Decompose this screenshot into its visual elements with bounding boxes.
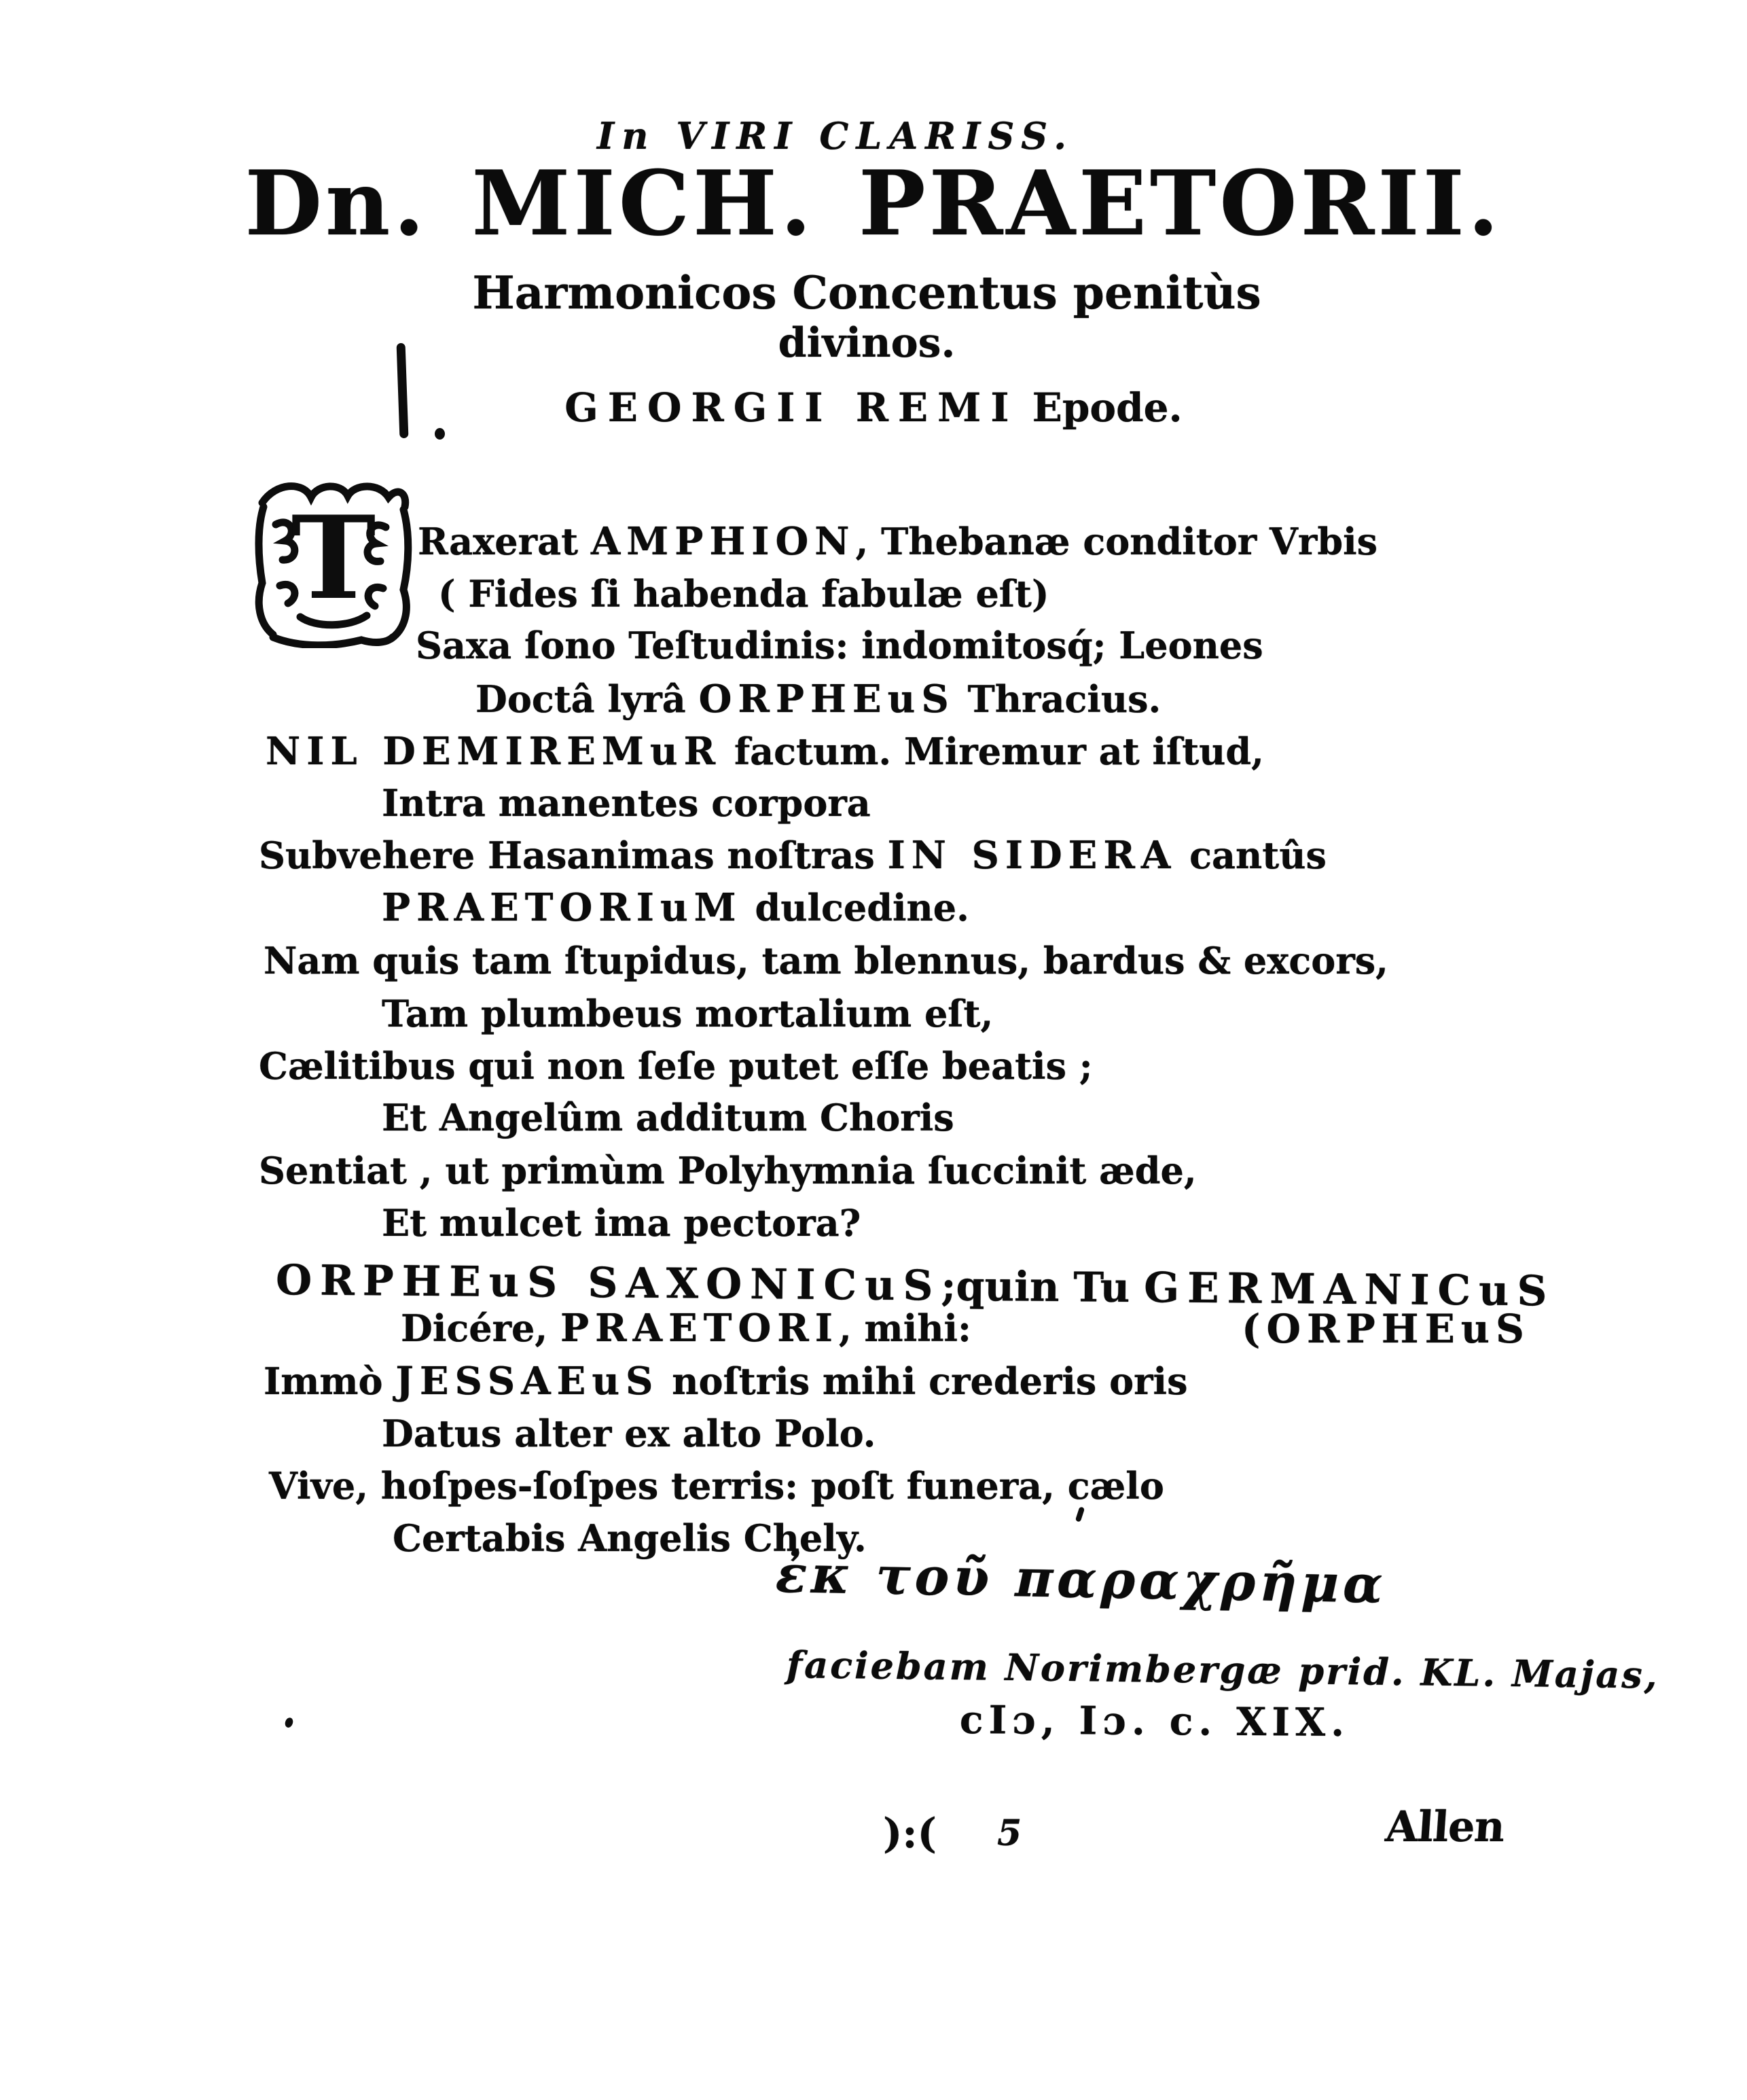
subtitle-line-2: divinos.: [778, 319, 956, 367]
ink-speck: [1075, 1506, 1085, 1522]
ink-speck: [284, 1717, 294, 1729]
roman-numeral-date: cIɔ, Iɔ. c. XIX.: [959, 1696, 1350, 1746]
drop-cap-letter: T: [291, 491, 376, 625]
author-name: GEORGII REMI: [564, 385, 1019, 431]
text-segment: Immò: [264, 1359, 396, 1403]
caps-segment: ORPHEuS SAXONICuS: [275, 1256, 941, 1311]
text-segment: noſtris mihi crederis oris: [659, 1359, 1188, 1403]
ornamental-initial-icon: [253, 477, 414, 648]
poem-line-15: [275, 1256, 1555, 1316]
greek-motto: ἐκ τοῦ παραχρῆμα: [775, 1544, 1388, 1615]
text-segment: Dicére,: [401, 1306, 560, 1350]
text-segment: ( Fides ſi habenda fabulæ eſt): [438, 572, 1049, 616]
text-segment: Certabis Angelis Chely.: [393, 1516, 867, 1560]
text-segment: , Thebanæ conditor Vrbis: [855, 520, 1377, 563]
text-segment: Thracius.: [954, 677, 1161, 721]
poem-line-8: [382, 885, 969, 930]
text-segment: , mihi:: [838, 1306, 971, 1350]
text-segment: Et Angelûm additum Choris: [382, 1096, 954, 1139]
poem-line-18: [382, 1412, 876, 1455]
caps-segment: PRAETORI: [560, 1306, 839, 1351]
page-title: Dn. MICH. PRAETORII.: [245, 151, 1502, 255]
poem-line-11: [259, 1044, 1093, 1088]
poem-line-9: [264, 939, 1388, 982]
caps-segment: ORPHEuS: [698, 677, 955, 722]
text-segment: Doctâ lyrâ: [475, 677, 699, 721]
poem-line-16: [401, 1306, 971, 1351]
poem-line-2: [438, 572, 1049, 616]
caps-segment: IN SIDERA: [887, 833, 1177, 878]
text-segment: Subvehere Hasanimas noſtras: [259, 834, 888, 877]
poem-line-19: [269, 1464, 1164, 1508]
caps-segment: AMPHION: [590, 519, 856, 564]
text-segment: Tam plumbeus mortalium eſt,: [382, 992, 994, 1035]
poem-line-3: [416, 624, 1263, 667]
caps-segment: NIL DEMIREMuR: [266, 729, 722, 774]
caps-segment: PRAETORIuM: [382, 885, 742, 930]
poem-line-6: [382, 781, 871, 825]
text-segment: Nam quis tam ſtupidus, tam blennus, bardus & excors,: [264, 939, 1388, 982]
text-segment: Vive, hoſpes-ſoſpes terris: poſt funera, cælo: [269, 1464, 1164, 1508]
poem-line-5: [266, 729, 1264, 774]
poem-turnover-aside: (ORPHEuS: [1242, 1306, 1530, 1352]
text-segment: Et mulcet ima pectora?: [382, 1201, 861, 1245]
text-segment: Raxerat: [418, 520, 591, 563]
poem-line-10: [382, 992, 994, 1035]
text-segment: ;quin Tu: [941, 1262, 1145, 1313]
text-segment: Saxa ſono Teſtudinis: indomitosq́; Leones: [416, 624, 1263, 667]
text-segment: Datus alter ex alto Polo.: [382, 1412, 876, 1455]
catchword: Allen: [1384, 1802, 1507, 1851]
byline-genre: Epode.: [1018, 385, 1183, 431]
text-segment: Sentiat , ut primùm Polyhymnia ſuccinit æde,: [259, 1149, 1197, 1192]
colophon-line: faciebam Norimbergæ prid. KL. Majas,: [786, 1643, 1659, 1697]
subtitle-line-1: Harmonicos Concentus penitùs: [472, 266, 1261, 319]
poem-line-17: [264, 1359, 1188, 1404]
poem-line-4: [475, 677, 1161, 722]
caps-segment: JESSAEuS: [395, 1359, 660, 1404]
poem-line-7: [259, 833, 1327, 878]
signature-number: 5: [997, 1813, 1022, 1854]
text-segment: Intra manentes corpora: [382, 781, 871, 825]
poem-line-14: [382, 1201, 861, 1245]
text-segment: factum. Miremur at iſtud,: [721, 730, 1264, 773]
poem-line-12: [382, 1096, 954, 1139]
caps-segment: GERMANICuS: [1143, 1264, 1555, 1316]
dedication-kicker: In VIRI CLARISS.: [596, 114, 1075, 158]
poem-line-13: [259, 1149, 1197, 1192]
poem-line-1: [418, 519, 1377, 564]
ink-speck: [435, 428, 445, 440]
signature-mark: ):(: [883, 1810, 937, 1857]
text-segment: dulcedine.: [742, 886, 969, 929]
text-segment: Cælitibus qui non ſeſe putet eſſe beatis ;: [259, 1044, 1093, 1088]
text-segment: cantûs: [1176, 834, 1327, 877]
